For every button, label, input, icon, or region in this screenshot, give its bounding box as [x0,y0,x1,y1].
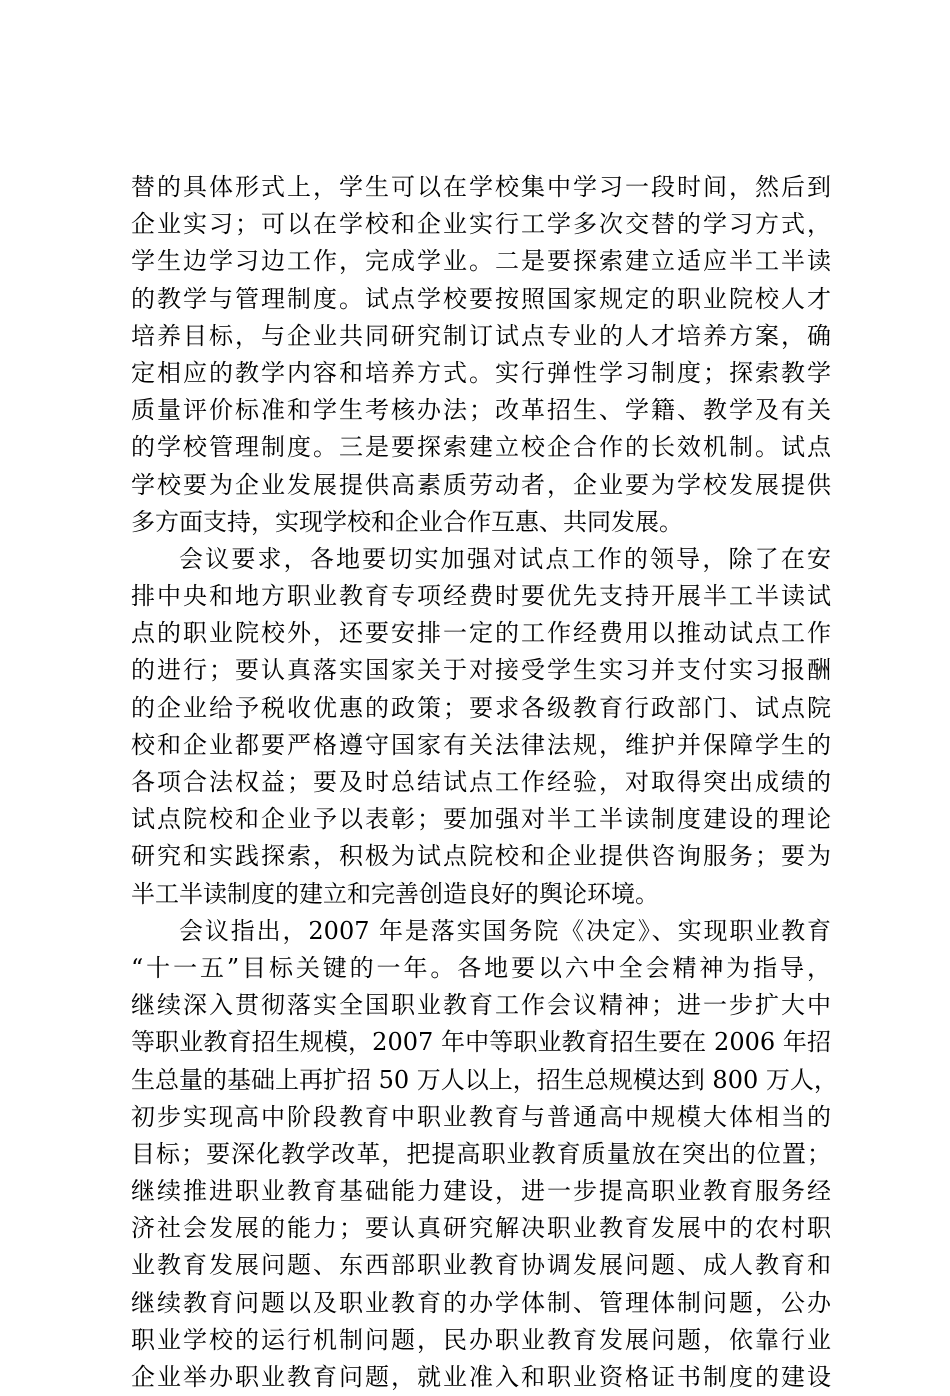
text-line: 排中央和地方职业教育专项经费时要优先支持开展半工半读试 [131,582,831,611]
paragraph-3 [131,913,838,1396]
paragraph-2 [131,541,831,913]
text-line: 初步实现高中阶段教育中职业教育与普通高中规模大体相当的 [131,1102,831,1131]
text-line: 质量评价标准和学生考核办法；改革招生、学籍、教学及有关 [131,396,831,425]
text-line: 等职业教育招生规模，2007 年中等职业教育招生要在 2006 年招 [131,1028,831,1057]
text-line: 继续推进职业教育基础能力建设，进一步提高职业教育服务经 [131,1177,831,1206]
text-line: 校和企业都要严格遵守国家有关法律法规，维护并保障学生的 [131,730,831,759]
text-line: 各项合法权益；要及时总结试点工作经验，对取得突出成绩的 [131,768,831,796]
text-line: 点的职业院校外，还要安排一定的工作经费用以推动试点工作 [131,619,831,648]
text-line: 的教学与管理制度。试点学校要按照国家规定的职业院校人才 [131,284,831,313]
text-line: 定相应的教学内容和培养方式。实行弹性学习制度；探索教学 [131,358,831,387]
text-line: 试点院校和企业予以表彰；要加强对半工半读制度建设的理论 [131,805,831,834]
paragraph-1 [131,169,831,541]
text-line: 培养目标，与企业共同研究制订试点专业的人才培养方案，确 [131,321,831,350]
text-line: 会议要求，各地要切实加强对试点工作的领导，除了在安 [179,544,831,573]
text-line: 继续深入贯彻落实全国职业教育工作会议精神；进一步扩大中 [131,991,831,1020]
text-line: 学校要为企业发展提供高素质劳动者，企业要为学校发展提供 [131,470,831,499]
text-line: “十一五”目标关键的一年。各地要以六中全会精神为指导， [131,953,831,982]
text-line: 职业学校的运行机制问题，民办职业教育发展问题，依靠行业 [131,1325,831,1354]
text-line: 半工半读制度的建立和完善创造良好的舆论环境。 [131,879,659,908]
text-line: 的进行；要认真落实国家关于对接受学生实习并支付实习报酬 [131,656,831,685]
text-line: 的学校管理制度。三是要探索建立校企合作的长效机制。试点 [131,433,831,462]
text-line: 继续教育问题以及职业教育的办学体制、管理体制问题，公办 [131,1288,831,1317]
text-line: 企业举办职业教育问题，就业准入和职业资格证书制度的建设 [131,1363,831,1391]
text-line: 济社会发展的能力；要认真研究解决职业教育发展中的农村职 [131,1214,831,1243]
text-line: 会议指出，2007 年是落实国务院《决定》、实现职业教育 [179,916,831,945]
text-line: 的企业给予税收优惠的政策；要求各级教育行政部门、试点院 [131,693,831,722]
text-line: 目标；要深化教学改革，把提高职业教育质量放在突出的位置； [131,1139,831,1168]
text-line: 替的具体形式上，学生可以在学校集中学习一段时间，然后到 [131,173,831,201]
text-line: 研究和实践探索，积极为试点院校和企业提供咨询服务；要为 [131,842,831,871]
text-line: 企业实习；可以在学校和企业实行工学多次交替的学习方式， [131,210,831,239]
text-line: 多方面支持，实现学校和企业合作互惠、共同发展。 [131,507,683,536]
document-body [131,169,838,1396]
text-line: 业教育发展问题、东西部职业教育协调发展问题、成人教育和 [131,1251,831,1280]
text-line: 生总量的基础上再扩招 50 万人以上，招生总规模达到 800 万人， [131,1065,838,1094]
text-line: 学生边学习边工作，完成学业。二是要探索建立适应半工半读 [131,247,831,276]
